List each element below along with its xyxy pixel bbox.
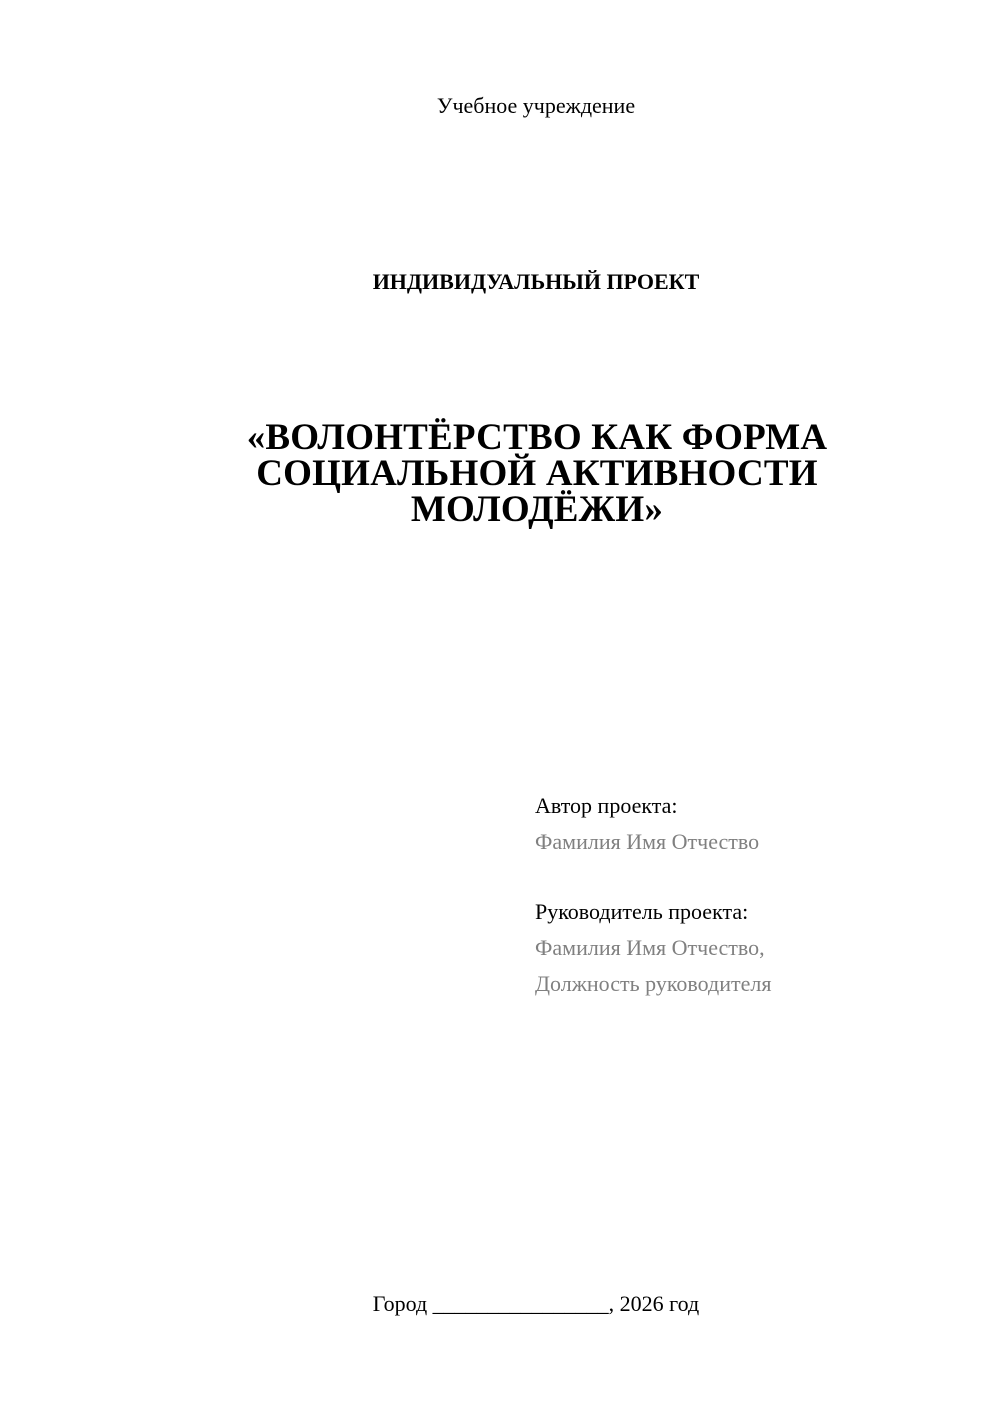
year-text: , 2026 год: [608, 1291, 700, 1316]
author-name-placeholder: Фамилия Имя Отчество: [535, 829, 760, 854]
document-type-heading: ИНДИВИДУАЛЬНЫЙ ПРОЕКТ: [372, 269, 700, 294]
city-label: Город: [372, 1291, 428, 1316]
institution-name: Учебное учреждение: [436, 93, 636, 118]
spacer: [535, 860, 955, 894]
city-blank-field: ________________: [432, 1291, 609, 1316]
supervisor-name-placeholder: Фамилия Имя Отчество,: [535, 935, 765, 960]
project-title-line: СОЦИАЛЬНОЙ АКТИВНОСТИ: [256, 453, 818, 494]
project-title-line: МОЛОДЁЖИ»: [410, 489, 664, 530]
project-title-line: «ВОЛОНТЁРСТВО КАК ФОРМА: [246, 417, 828, 458]
author-label: Автор проекта:: [535, 793, 678, 818]
city-year-line: [0, 1290, 1000, 1318]
supervisor-position-placeholder: Должность руководителя: [535, 971, 772, 996]
project-title: [232, 417, 842, 530]
credits-block: [535, 788, 955, 1002]
supervisor-label: Руководитель проекта:: [535, 899, 749, 924]
